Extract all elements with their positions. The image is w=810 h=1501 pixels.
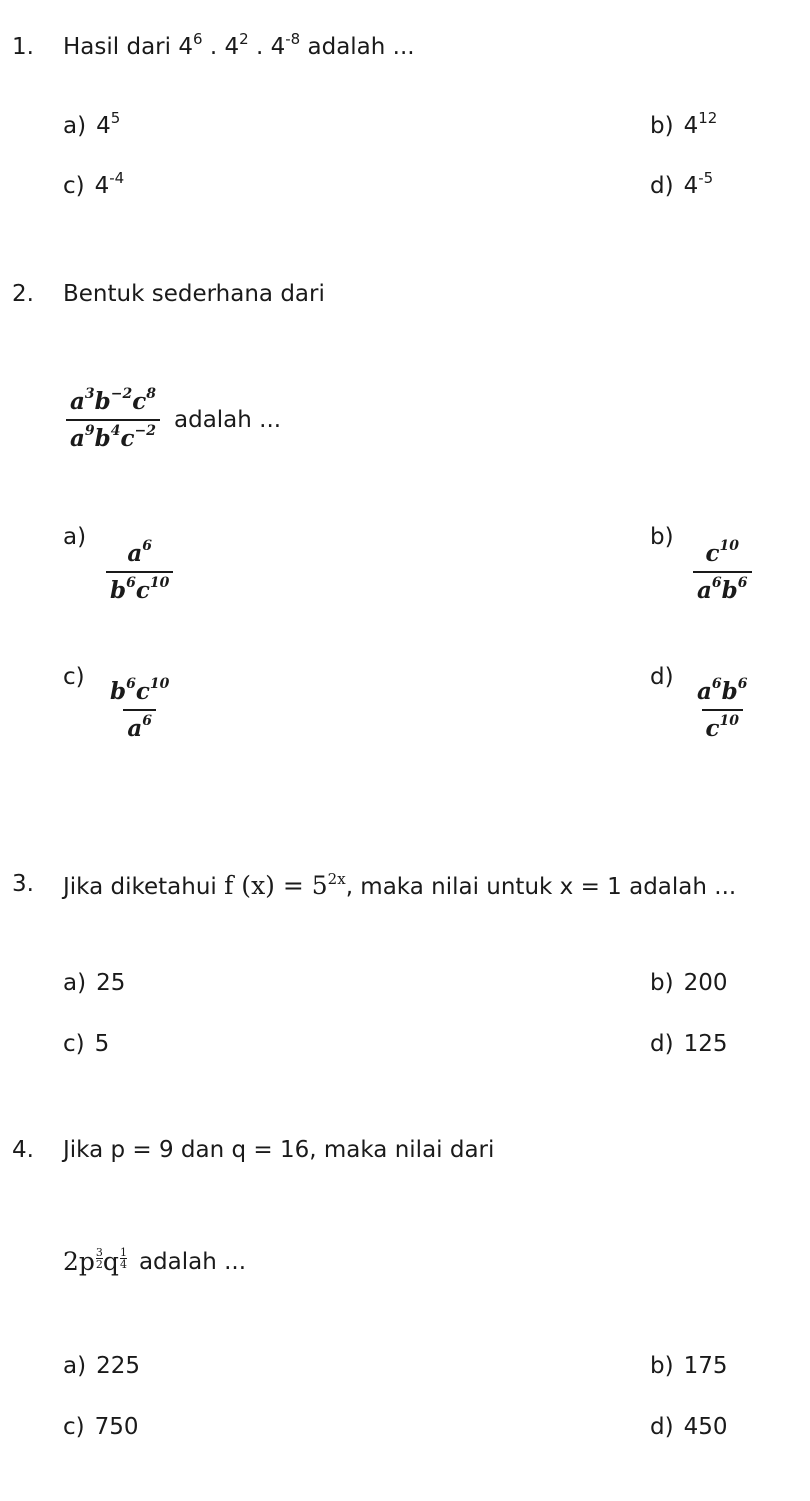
q4-stem: Jika p = 9 dan q = 16, maka nilai dari xyxy=(63,1137,495,1163)
q2-option-c-label[interactable]: c) xyxy=(63,664,85,690)
q4-option-d[interactable]: d) 450 xyxy=(650,1414,728,1440)
q1-number: 1. xyxy=(12,34,34,60)
q3-option-b[interactable]: b) 200 xyxy=(650,970,728,996)
q2-option-b-fraction[interactable]: $\frac{c^{10}}{a^6b^6}$ xyxy=(693,540,752,604)
q2-option-c-fraction[interactable]: $\frac{b^6c^{10}}{a^6}$ xyxy=(110,676,170,742)
q4-option-c[interactable]: c) 750 xyxy=(63,1414,139,1440)
q1-option-d[interactable]: d) $4^{-5}$ xyxy=(650,169,714,199)
q3-option-c[interactable]: c) 5 xyxy=(63,1031,110,1057)
q3-option-a[interactable]: a) 25 xyxy=(63,970,126,996)
q4-option-a[interactable]: a) 225 xyxy=(63,1353,140,1379)
q2-stem: Bentuk sederhana dari xyxy=(63,281,325,307)
q4-option-b[interactable]: b) 175 xyxy=(650,1353,728,1379)
q2-expression: $\frac{a^3b^{-2}c^8}{a^9b^4c^{-2}}$ adalah ... xyxy=(66,388,281,452)
q1-option-b[interactable]: b) $4^{12}$ xyxy=(650,109,718,139)
q1-option-c[interactable]: c) $4^{-4}$ xyxy=(63,169,125,199)
q2-option-a-fraction[interactable]: $\frac{a^6}{b^6c^{10}}$ xyxy=(106,540,173,604)
q2-number: 2. xyxy=(12,281,34,307)
q4-expression: 2p $\frac{3}{2}$ q $\frac{1}{4}$ adalah ... xyxy=(63,1246,247,1276)
q2-option-b-label[interactable]: b) xyxy=(650,524,674,550)
q4-number: 4. xyxy=(12,1137,34,1163)
q1-option-a[interactable]: a) $4^5$ xyxy=(63,109,121,139)
q3-option-d[interactable]: d) 125 xyxy=(650,1031,728,1057)
q3-function: f (x) = 5 xyxy=(224,871,328,900)
q4-math: 2p $\frac{3}{2}$ q $\frac{1}{4}$ xyxy=(63,1246,127,1276)
q3-number: 3. xyxy=(12,871,34,897)
q2-fraction: $\frac{a^3b^{-2}c^8}{a^9b^4c^{-2}}$ xyxy=(66,388,160,452)
q2-option-d-label[interactable]: d) xyxy=(650,664,674,690)
q1-stem: Hasil dari $4^6$ . $4^2$ . $4^{-8}$ adalah ... xyxy=(63,30,415,60)
q2-option-d-fraction[interactable]: $\frac{a^6b^6}{c^{10}}$ xyxy=(697,676,748,742)
q3-stem: Jika diketahui f $(x) = 5^{2x}$, maka nilai untuk x = 1 adalah ... xyxy=(63,870,737,900)
q2-option-a-label[interactable]: a) xyxy=(63,524,87,550)
